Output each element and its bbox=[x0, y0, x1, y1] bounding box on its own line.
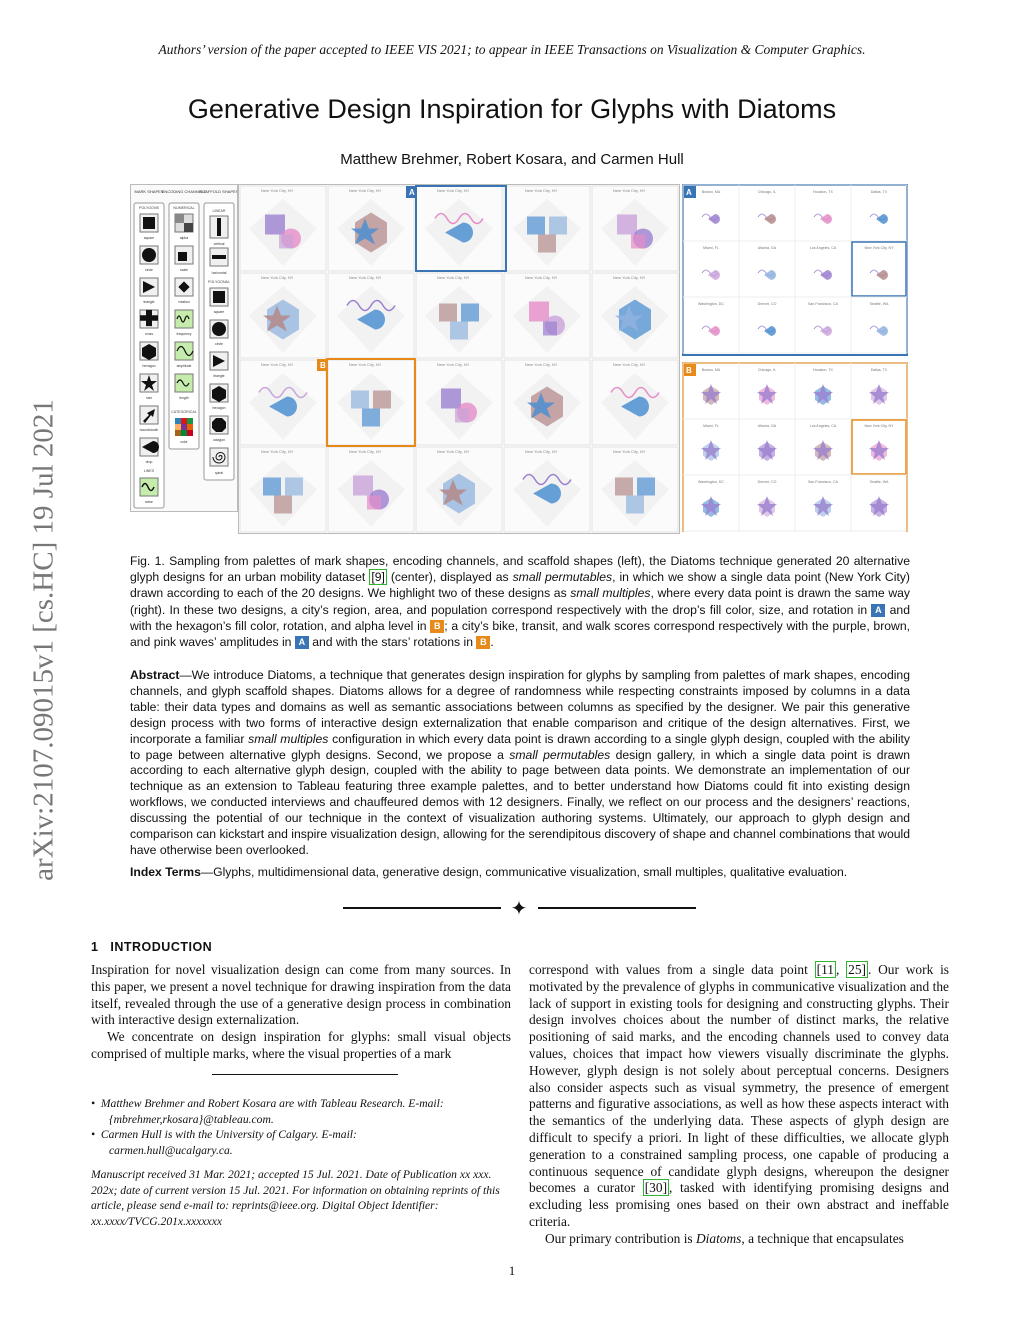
city-label: Washington, DC bbox=[697, 302, 725, 306]
mark-label-triangle: triangle bbox=[143, 300, 155, 304]
footnote-1-email: {mbrehmer,rkosara}@tableau.com. bbox=[109, 1112, 274, 1126]
permutable-cell bbox=[328, 273, 414, 358]
figure-palettes bbox=[130, 184, 238, 512]
city-label: Miami, FL bbox=[703, 246, 719, 250]
permutable-cell bbox=[504, 360, 590, 445]
cell-label: New York City, NY bbox=[525, 362, 558, 367]
right-column bbox=[529, 962, 949, 1248]
permutable-cell bbox=[328, 447, 414, 532]
cell-label: New York City, NY bbox=[525, 275, 558, 280]
citation-link[interactable]: 25] bbox=[848, 962, 866, 977]
panel-badge-text: A bbox=[686, 188, 692, 197]
badge-b: B bbox=[476, 636, 490, 649]
scaffold-label-spiral: spiral bbox=[214, 471, 224, 475]
citation-link[interactable]: [9] bbox=[371, 570, 385, 585]
divider-star-icon: ✦ bbox=[510, 898, 528, 920]
mark-label-star: star bbox=[146, 396, 152, 400]
badge-b: B bbox=[430, 620, 444, 633]
permutables-svg bbox=[239, 185, 679, 533]
multiples-svg bbox=[682, 184, 908, 532]
color-channel-icon bbox=[175, 418, 193, 436]
cell-label: New York City, NY bbox=[349, 188, 382, 193]
scaffold-group-polygonal: POLYGONAL bbox=[208, 280, 230, 284]
index-terms: Index Terms—Glyphs, multidimensional data, generative design, communicative visualization, small multiples, qualitative evaluation. bbox=[130, 865, 848, 879]
permutable-cell bbox=[416, 273, 502, 358]
city-label: Boston, MA bbox=[701, 190, 721, 194]
cell-label: New York City, NY bbox=[349, 362, 382, 367]
multiples-panel bbox=[683, 185, 907, 355]
mark-group-lines: LINES bbox=[143, 469, 155, 473]
city-label: Washington, DC bbox=[697, 480, 725, 484]
city-label: New York City, NY bbox=[864, 246, 894, 250]
citation-link[interactable]: [30] bbox=[644, 1180, 668, 1196]
badge-a-text: A bbox=[409, 188, 415, 197]
city-label: Chicago, IL bbox=[757, 190, 777, 194]
city-label: Seattle, WA bbox=[869, 302, 889, 306]
permutable-cell bbox=[240, 447, 326, 532]
city-label: Boston, MA bbox=[701, 368, 721, 372]
cell-label: New York City, NY bbox=[349, 275, 382, 280]
mark-label-drop: drop bbox=[145, 460, 153, 464]
scaffold-label-horizontal: horizontal bbox=[211, 271, 227, 275]
mark-label-circle: circle bbox=[145, 268, 153, 272]
cell-label: New York City, NY bbox=[437, 275, 470, 280]
intro-paragraph-1: Inspiration for novel visualization design can come from many sources. In this paper, we present a novel technique for drawing inspiration from the data itself, revealed through the use of a generative design process in combination with interactive design externalization. bbox=[91, 962, 511, 1028]
mark-group-polygons: POLYGONS bbox=[139, 206, 159, 210]
permutable-cell bbox=[416, 186, 502, 271]
permutable-cell bbox=[592, 447, 678, 532]
permutable-cell bbox=[592, 273, 678, 358]
channel-label-frequency: frequency bbox=[176, 332, 192, 336]
permutable-cell bbox=[504, 273, 590, 358]
palette-header-scaffolds: SCAFFOLD SHAPES bbox=[199, 189, 237, 194]
page-number: 1 bbox=[508, 1263, 516, 1278]
figure-small-permutables bbox=[238, 184, 680, 534]
permutable-cell bbox=[328, 360, 414, 445]
palette-header-channels: ENCODING CHANNELS bbox=[161, 189, 207, 194]
city-label: Seattle, WA bbox=[869, 480, 889, 484]
channel-label-length: length bbox=[179, 396, 189, 400]
badge-b-text: B bbox=[320, 361, 326, 370]
city-label: Houston, TX bbox=[813, 190, 833, 194]
channel-label-color: color bbox=[180, 440, 188, 444]
city-label: Atlanta, GA bbox=[757, 424, 777, 428]
scaffold-label-octagon: octagon bbox=[212, 438, 226, 442]
city-label: Los Angeles, CA bbox=[809, 246, 837, 250]
multiples-panel bbox=[683, 363, 907, 532]
city-label: San Francisco, CA bbox=[808, 302, 838, 306]
city-label: Denver, CO bbox=[757, 302, 777, 306]
permutable-cell bbox=[504, 447, 590, 532]
mark-label-hexagon: hexagon bbox=[142, 364, 156, 368]
city-label: Atlanta, GA bbox=[757, 246, 777, 250]
manuscript-note: Manuscript received 31 Mar. 2021; accepted 15 Jul. 2021. Date of Publication xx xxx. 202x; date of current version 15 Jul. 2021. For information on obtaining reprints of this article, please send e-mail to: reprints@ieee.org. Digital Object Identifier: xx.xxxx/TVCG.201x.xxxxxxx bbox=[91, 1168, 500, 1228]
cell-label: New York City, NY bbox=[613, 275, 646, 280]
channel-label-rotation: rotation bbox=[178, 300, 190, 304]
arxiv-stamp: arXiv:2107.09015v1 [cs.HC] 19 Jul 2021 bbox=[27, 399, 60, 881]
footnotes bbox=[91, 1096, 511, 1158]
cell-label: New York City, NY bbox=[349, 449, 382, 454]
channel-group-categorical: CATEGORICAL bbox=[171, 410, 197, 414]
cell-label: New York City, NY bbox=[437, 188, 470, 193]
footnote-2: • Carmen Hull is with the University of Calgary. E-mail: bbox=[91, 1128, 357, 1141]
city-label: Houston, TX bbox=[813, 368, 833, 372]
circle-mark-icon bbox=[142, 248, 156, 262]
mark-label-wave: wave bbox=[145, 500, 153, 504]
permutable-cell bbox=[240, 186, 326, 271]
cell-label: New York City, NY bbox=[261, 275, 294, 280]
section-heading: 1 INTRODUCTION bbox=[91, 940, 213, 954]
scaffold-label-triangle: triangle bbox=[213, 374, 225, 378]
scaffold-group-linear: LINEAR bbox=[212, 209, 226, 213]
cell-label: New York City, NY bbox=[437, 362, 470, 367]
channel-label-amplitude: amplitude bbox=[176, 364, 192, 368]
cell-label: New York City, NY bbox=[613, 449, 646, 454]
mark-label-square: square bbox=[143, 236, 155, 240]
permutable-cell bbox=[416, 447, 502, 532]
paper-title: Generative Design Inspiration for Glyphs with Diatoms bbox=[187, 94, 837, 124]
city-label: Dallas, TX bbox=[870, 368, 888, 372]
divider-line-right bbox=[538, 907, 696, 909]
permutable-cell bbox=[416, 360, 502, 445]
city-label: San Francisco, CA bbox=[808, 480, 838, 484]
abstract: Abstract—We introduce Diatoms, a technique that generates design inspiration for glyphs by sampling from palettes of mark shapes, encoding channels, and glyph scaffold shapes. Diatoms allows for a degree of randomness while respecting constraints imposed by columns in a data table: their data types and domains as well as semantic associations between columns as specified by the designer. We pair this generative design process with two forms of interactive design externalization that enable comparison and critique of the design alternatives. First, we incorporate a familiar small multiples configuration in which every data point is drawn according to a single glyph design, coupled with the ability to page between alternative glyph designs. Second, we propose a small permutables design gallery, in which a single data point is drawn according to each alternative glyph design, coupled with the ability to page between data points. We demonstrate an implementation of our technique as an extension to Tableau featuring three example palettes, and to better understand how Diatoms could fit into existing design workflows, we conducted interviews and chauffeured demos with 12 designers. Finally, we reflect on our process and the designers’ reactions, discussing the potential of our technique in the context of visualization authoring systems. Ultimately, our approach to glyph design and comparison can kickstart and inspire visualization design, allowing for the serendipitous discovery of shape and channel combinations that would have otherwise been overlooked. bbox=[130, 668, 911, 857]
permutable-cell bbox=[592, 186, 678, 271]
badge-a: A bbox=[295, 636, 309, 649]
cell-label: New York City, NY bbox=[261, 449, 294, 454]
footnote-rule bbox=[212, 1074, 398, 1075]
cell-label: New York City, NY bbox=[613, 188, 646, 193]
left-column bbox=[91, 962, 511, 1063]
intro-paragraph-2: We concentrate on design inspiration for glyphs: small visual objects comprised of multiple marks, where the visual properties of a mark bbox=[91, 1029, 511, 1061]
citation-link[interactable]: [11 bbox=[816, 962, 834, 977]
paper-authors: Matthew Brehmer, Robert Kosara, and Carmen Hull bbox=[340, 151, 684, 168]
palettes-svg bbox=[131, 185, 237, 511]
figure-small-multiples bbox=[682, 184, 908, 532]
permutable-cell bbox=[240, 360, 326, 445]
scaffold-label-circle: circle bbox=[215, 342, 223, 346]
permutable-cell bbox=[240, 273, 326, 358]
palette-header-marks: MARK SHAPES bbox=[134, 189, 164, 194]
city-label: Dallas, TX bbox=[870, 190, 888, 194]
length-channel-icon bbox=[175, 374, 193, 392]
cell-label: New York City, NY bbox=[525, 188, 558, 193]
city-label: Denver, CO bbox=[757, 480, 777, 484]
intro-paragraph-3: correspond with values from a single data point [11 , 25] . Our work is motivated by the prevalence of glyphs in communicative visualization and the lack of support in existing tools for designing and constructing glyphs. Their design involves choices about the number of distinct marks, the relative positioning of said marks, and the encoding channels used to convey data values, choices that impact how viewers visually discriminate the glyphs. However, glyph design is not solely about perceptual concerns. Designers also consider aspects such as visual symmetry, the presence of emergent patterns and figurative associations, as well as how these aspects interact with the semantics of the underlying data. These aspects of glyph design are difficult to specify a priori. In light of these difficulties, we allocate glyph generation to a constrained sampling process, one capable of producing a continuous sequence of candidate glyph designs, whereupon the designer becomes a curator [30] , tasked with identifying promising designs and excluding less promising ones based on their own abstract and ineffable criteria. bbox=[529, 962, 949, 1229]
mark-label-houndstooth: houndstooth bbox=[139, 428, 159, 432]
amplitude-channel-icon bbox=[175, 342, 193, 360]
frequency-channel-icon bbox=[175, 310, 193, 328]
square-mark-icon bbox=[143, 217, 155, 229]
channel-label-scale: scale bbox=[180, 268, 188, 272]
channel-label-alpha: alpha bbox=[179, 236, 189, 240]
footnote-1: • Matthew Brehmer and Robert Kosara are with Tableau Research. E-mail: bbox=[91, 1097, 444, 1110]
badge-a: A bbox=[871, 604, 885, 617]
permutable-cell bbox=[328, 186, 414, 271]
header-note: Authors’ version of the paper accepted to IEEE VIS 2021; to appear in IEEE Transactions on Visualization & Computer Graphics. bbox=[158, 42, 866, 57]
intro-paragraph-4: Our primary contribution is Diatoms, a technique that encapsulates bbox=[545, 1230, 904, 1246]
scaffold-label-square: square bbox=[213, 310, 225, 314]
channel-group-numerical: NUMERICAL bbox=[173, 206, 195, 210]
city-label: Miami, FL bbox=[703, 424, 719, 428]
scaffold-label-hexagon: hexagon bbox=[212, 406, 226, 410]
footnote-2-email: carmen.hull@ucalgary.ca. bbox=[109, 1143, 233, 1157]
mark-label-cross: cross bbox=[144, 332, 154, 336]
permutable-cell bbox=[592, 360, 678, 445]
cell-label: New York City, NY bbox=[261, 362, 294, 367]
cell-label: New York City, NY bbox=[437, 449, 470, 454]
figure-caption: Fig. 1. Sampling from palettes of mark shapes, encoding channels, and scaffold shapes (left), the Diatoms technique generated 20 alternative glyph designs for an urban mobility dataset [9] (center), displayed as small permutables, in which we show a single data point (New York City) drawn according to each of the 20 designs. We highlight two of these designs as small multiples, where every data point is drawn the same way (right). In these two designs, a city’s region, area, and population correspond respectively with the drop’s fill color, size, and rotation in A and with the hexagon’s fill color, rotation, and alpha level in B ; a city’s bike, transit, and walk scores correspond respectively with the purple, brown, and pink waves’ amplitudes in A and with the stars’ rotations in B . bbox=[130, 554, 910, 650]
city-label: New York City, NY bbox=[864, 424, 894, 428]
city-label: Los Angeles, CA bbox=[809, 424, 837, 428]
city-label: Chicago, IL bbox=[757, 368, 777, 372]
cell-label: New York City, NY bbox=[613, 362, 646, 367]
cell-label: New York City, NY bbox=[261, 188, 294, 193]
divider-line-left bbox=[343, 907, 501, 909]
cell-label: New York City, NY bbox=[525, 449, 558, 454]
panel-badge-text: B bbox=[686, 366, 692, 375]
permutable-cell bbox=[504, 186, 590, 271]
scaffold-label-vertical: vertical bbox=[213, 242, 225, 246]
